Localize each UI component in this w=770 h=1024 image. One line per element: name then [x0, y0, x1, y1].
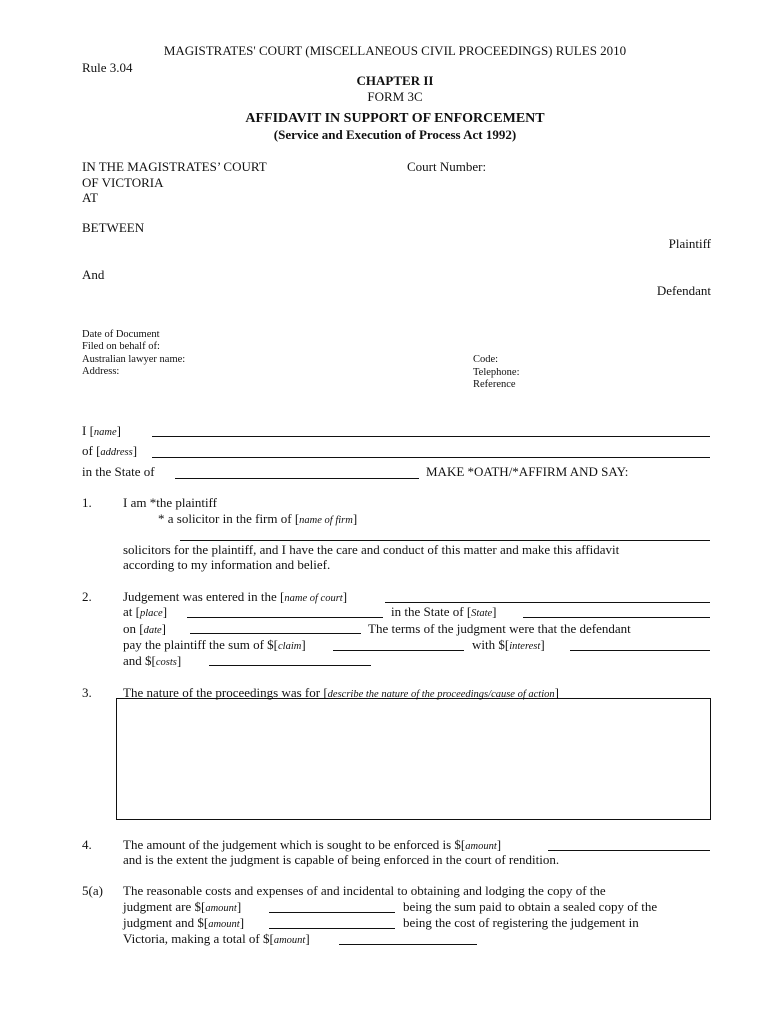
address-line-label: of [address]: [82, 443, 138, 458]
form-subtitle: (Service and Execution of Process Act 1992): [273, 127, 517, 142]
para-5a-line-1: The reasonable costs and expenses of and incidental to obtaining and lodging the copy of the: [123, 883, 606, 898]
place-field[interactable]: [187, 617, 383, 618]
sealed-copy-amount-label: judgment are $[amount]: [123, 899, 242, 914]
enforced-amount-field[interactable]: [548, 850, 710, 851]
interest-field[interactable]: [570, 650, 710, 651]
code-label: Code:: [473, 354, 499, 365]
nature-of-proceedings-box[interactable]: [116, 698, 711, 820]
form-title: AFFIDAVIT IN SUPPORT OF ENFORCEMENT: [245, 111, 545, 126]
form-number: FORM 3C: [367, 89, 423, 104]
state-of-label: in the State of [State]: [391, 604, 497, 619]
registration-text: being the cost of registering the judgement in: [403, 915, 639, 930]
between-label: BETWEEN: [82, 220, 145, 235]
para-4-number: 4.: [82, 837, 92, 852]
plaintiff-option[interactable]: I am *the plaintiff: [123, 495, 217, 510]
state-label: in the State of: [82, 464, 155, 479]
enforced-amount-label: The amount of the judgement which is sought to be enforced is $[amount]: [123, 837, 502, 852]
para-1-number: 1.: [82, 495, 92, 510]
interest-label: with $[interest]: [472, 637, 545, 652]
judgement-court-line: Judgement was entered in the [name of court]: [123, 589, 348, 604]
defendant-label: Defendant: [656, 283, 711, 298]
place-label: at [place]: [123, 604, 168, 619]
costs-field[interactable]: [209, 665, 371, 666]
plaintiff-label: Plaintiff: [668, 236, 711, 251]
name-field[interactable]: [152, 436, 710, 437]
registration-amount-field[interactable]: [269, 928, 395, 929]
name-line-label: I [name]: [82, 423, 122, 438]
para-1-line-2: according to my information and belief.: [123, 557, 331, 572]
para-4-line-2: and is the extent the judgment is capable of being enforced in the court of rendition.: [123, 852, 560, 867]
sealed-copy-amount-field[interactable]: [269, 912, 395, 913]
date-field[interactable]: [190, 633, 361, 634]
filed-on-behalf-label: Filed on behalf of:: [82, 341, 160, 352]
court-name-field[interactable]: [385, 602, 710, 603]
sealed-copy-text: being the sum paid to obtain a sealed copy of the: [403, 899, 658, 914]
rule-number: Rule 3.04: [82, 60, 133, 75]
court-line-3: AT: [82, 190, 98, 205]
nature-of-proceedings-label: The nature of the proceedings was for [describe the nature of the proceedings/cause of action]: [123, 685, 559, 700]
para-5a-number: 5(a): [82, 883, 103, 898]
date-label: on [date]: [123, 621, 167, 636]
chapter-heading: CHAPTER II: [356, 73, 434, 88]
court-line-1: IN THE MAGISTRATES’ COURT: [82, 159, 267, 174]
address-field[interactable]: [152, 457, 710, 458]
judgement-state-field[interactable]: [523, 617, 710, 618]
rules-title: MAGISTRATES' COURT (MISCELLANEOUS CIVIL PROCEEDINGS) RULES 2010: [163, 43, 627, 58]
claim-field[interactable]: [333, 650, 464, 651]
date-of-document-label: Date of Document: [82, 329, 160, 340]
terms-text: The terms of the judgment were that the defendant: [368, 621, 631, 636]
telephone-label: Telephone:: [473, 367, 520, 378]
para-3-number: 3.: [82, 685, 92, 700]
claim-label: pay the plaintiff the sum of $[claim]: [123, 637, 306, 652]
para-1-line-1: solicitors for the plaintiff, and I have the care and conduct of this matter and make this affidavit: [123, 542, 620, 557]
registration-amount-label: judgment and $[amount]: [123, 915, 245, 930]
firm-name-field[interactable]: [180, 540, 710, 541]
address-label: Address:: [82, 366, 120, 377]
state-field[interactable]: [175, 478, 419, 479]
oath-statement: MAKE *OATH/*AFFIRM AND SAY:: [426, 464, 629, 479]
solicitor-option[interactable]: * a solicitor in the firm of [name of firm]: [158, 511, 358, 526]
court-number-label: Court Number:: [407, 159, 487, 174]
para-2-number: 2.: [82, 589, 92, 604]
total-amount-field[interactable]: [339, 944, 477, 945]
and-label: And: [82, 267, 105, 282]
total-amount-label: Victoria, making a total of $[amount]: [123, 931, 310, 946]
lawyer-name-label: Australian lawyer name:: [82, 354, 186, 365]
costs-label: and $[costs]: [123, 653, 182, 668]
court-line-2: OF VICTORIA: [82, 175, 164, 190]
reference-label: Reference: [473, 379, 516, 390]
